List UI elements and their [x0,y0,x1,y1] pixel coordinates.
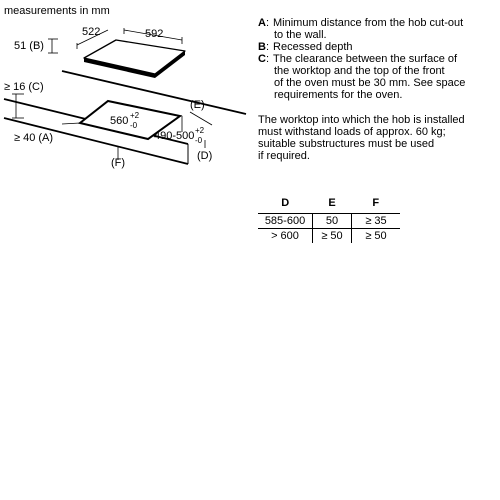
table-header: E [328,197,336,209]
table-cell: 50 [313,214,352,229]
table-cell: ≥ 50 [352,229,401,244]
label-e: (E) [190,99,205,111]
cutout-width-tol-minus: -0 [130,121,138,130]
cutout-depth-tol-plus: +2 [195,126,205,135]
hob-depth-label: 522 [82,26,101,38]
dimension-table [258,195,400,243]
legend-item-b: B : Recessed depth [258,41,353,53]
table-header: F [372,197,380,209]
table-header: D [281,197,290,209]
recess-depth-label: 51 (B) [14,40,44,52]
units-label: measurements in mm [4,5,110,17]
note-line: The worktop into which the hob is installed [258,114,465,126]
table-cell: 585-600 [258,214,313,229]
legend-key: B [258,41,266,53]
clearance-top-label: ≥ 16 (C) [4,81,44,93]
legend-key: C [258,53,266,65]
table-cell: ≥ 35 [352,214,401,229]
cutout-width-tol-plus: +2 [130,111,140,120]
table-row [258,229,400,244]
min-distance-label: ≥ 40 (A) [14,132,54,144]
legend [258,17,494,101]
table-row [258,214,400,229]
table-header-row [258,195,400,214]
hob-width-label: 592 [145,28,164,40]
cutout-depth-label: 490-500 [154,130,195,142]
legend-item-a: A : Minimum distance from the hob cut-out [258,17,464,29]
cutout-width-label: 560 [110,115,129,127]
legend-text: to the wall. [274,29,327,41]
legend-key: A [258,17,266,29]
note-line: suitable substructures must be used [258,138,435,150]
legend-text: the worktop and the top of the front [274,65,445,77]
note-line: must withstand loads of approx. 60 kg; [258,126,446,138]
legend-text: The clearance between the surface of [273,53,458,65]
legend-text: Minimum distance from the hob cut-out [273,17,464,29]
cutout-depth-tol-minus: -0 [195,136,203,145]
table-cell: > 600 [258,229,313,244]
label-f: (F) [111,157,126,169]
installation-diagram [0,0,250,200]
legend-text: of the oven must be 30 mm. See space [274,77,466,89]
legend-item-c: C : The clearance between the surface of [258,53,458,65]
label-d: (D) [197,150,213,162]
note-line: if required. [258,150,310,162]
legend-text: Recessed depth [273,41,353,53]
table-cell: ≥ 50 [313,229,352,244]
legend-text: requirements for the oven. [274,89,403,101]
load-note [258,114,494,162]
